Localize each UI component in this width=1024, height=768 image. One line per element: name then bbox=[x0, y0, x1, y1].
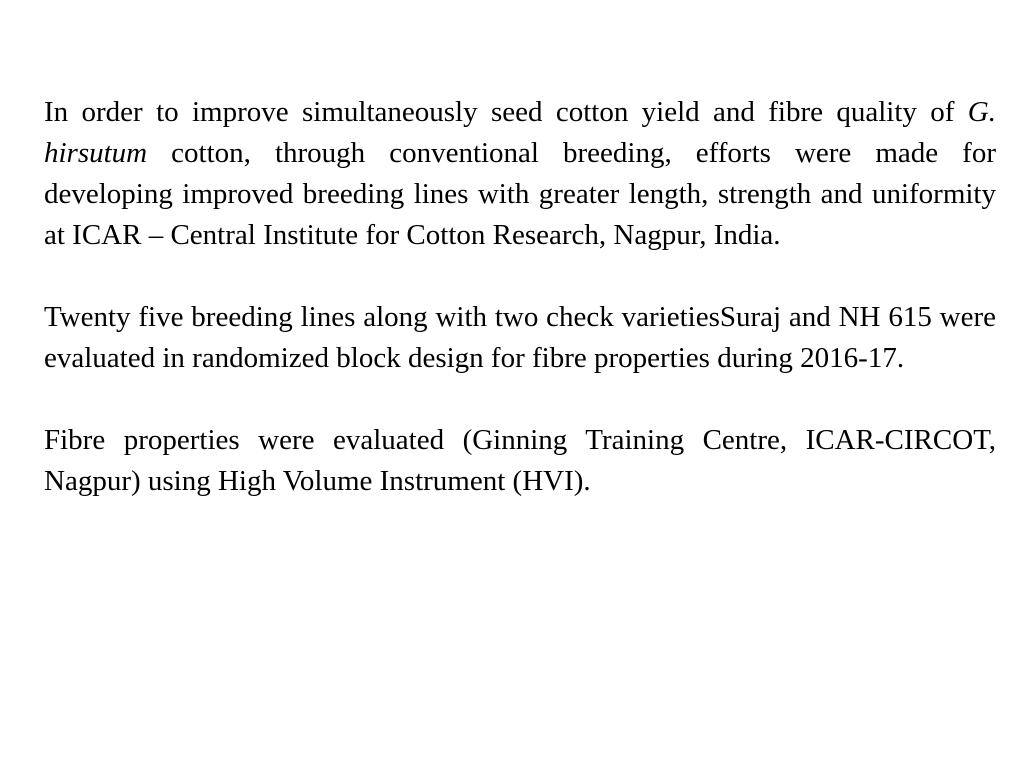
paragraph-objective-text-start: In order to improve simultaneously seed cotton yield and fibre quality of bbox=[44, 96, 968, 128]
paragraph-methods: Fibre properties were evaluated (Ginning Training Centre, ICAR-CIRCOT, Nagpur) using High Volume Instrument (HVI). bbox=[44, 424, 996, 497]
species-name: G. hirsutum bbox=[44, 96, 996, 169]
slide-body bbox=[44, 92, 996, 502]
paragraph-materials: Twenty five breeding lines along with two check varietiesSuraj and NH 615 were evaluated in randomized block design for fibre properties during 2016-17. bbox=[44, 301, 996, 374]
paragraph-objective-text-end: cotton, through conventional breeding, efforts were made for developing improved breeding lines with greater length, strength and uniformity at ICAR – Central Institute for Cotton Research, Nagpur, India. bbox=[44, 137, 996, 251]
paragraph-objective bbox=[44, 92, 996, 256]
